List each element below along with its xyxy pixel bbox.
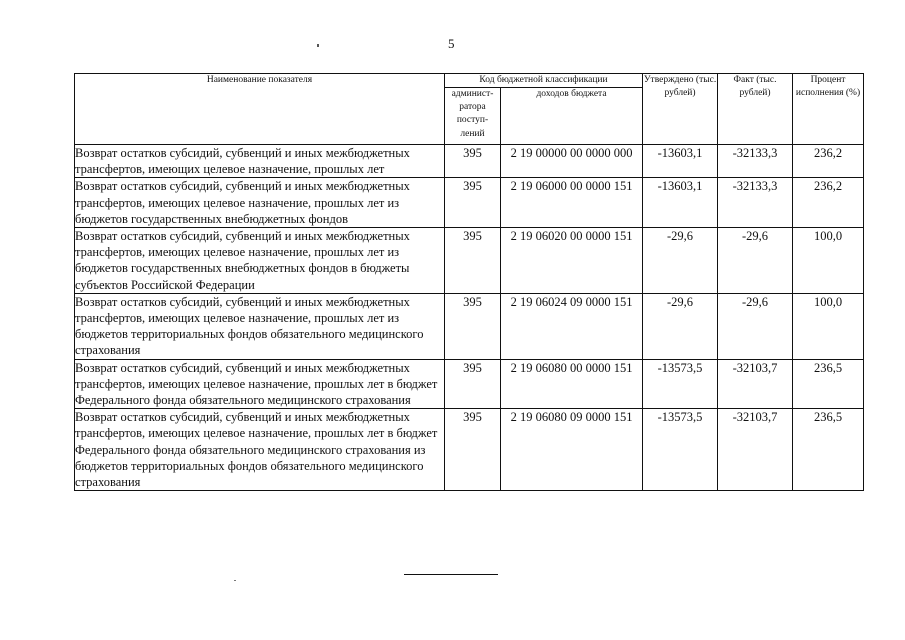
row-approved: -29,6: [643, 228, 718, 294]
row-code: 2 19 06024 09 0000 151: [501, 293, 643, 359]
header-code-group: Код бюджетной классификации: [445, 74, 643, 88]
row-actual: -29,6: [718, 293, 793, 359]
table-row: [75, 359, 864, 409]
row-percent: 236,5: [793, 409, 864, 491]
row-approved: -13603,1: [643, 178, 718, 228]
row-actual: -32133,3: [718, 145, 793, 178]
row-actual: -32133,3: [718, 178, 793, 228]
table-row: [75, 293, 864, 359]
row-admin: 395: [445, 228, 501, 294]
row-name: Возврат остатков субсидий, субвенций и иных межбюджетных трансфертов, имеющих целевое назначение, прошлых лет в бюджет Федерального фонда обязательного медицинского страхования из бюджетов территориальных фондов обязательного медицинского страхования: [75, 409, 445, 491]
row-approved: -13573,5: [643, 359, 718, 409]
row-percent: 236,5: [793, 359, 864, 409]
table-row: [75, 178, 864, 228]
row-percent: 100,0: [793, 228, 864, 294]
row-admin: 395: [445, 145, 501, 178]
scan-speck: [234, 580, 236, 581]
row-admin: 395: [445, 409, 501, 491]
row-name: Возврат остатков субсидий, субвенций и иных межбюджетных трансфертов, имеющих целевое назначение, прошлых лет из бюджетов территориальных фондов обязательного медицинского страхования: [75, 293, 445, 359]
row-code: 2 19 00000 00 0000 000: [501, 145, 643, 178]
row-code: 2 19 06080 09 0000 151: [501, 409, 643, 491]
row-percent: 236,2: [793, 145, 864, 178]
table-row: [75, 409, 864, 491]
row-actual: -32103,7: [718, 359, 793, 409]
row-code: 2 19 06080 00 0000 151: [501, 359, 643, 409]
header-revenue: доходов бюджета: [501, 88, 643, 145]
table-header-row: [75, 74, 864, 88]
row-approved: -13573,5: [643, 409, 718, 491]
header-name: Наименование показателя: [75, 74, 445, 145]
budget-table: [74, 73, 864, 491]
row-name: Возврат остатков субсидий, субвенций и иных межбюджетных трансфертов, имеющих целевое назначение, прошлых лет из бюджетов государственных внебюджетных фондов: [75, 178, 445, 228]
row-actual: -29,6: [718, 228, 793, 294]
row-admin: 395: [445, 293, 501, 359]
footer-divider: [404, 574, 498, 575]
row-actual: -32103,7: [718, 409, 793, 491]
header-approved: Утверждено (тыс. рублей): [643, 74, 718, 145]
row-name: Возврат остатков субсидий, субвенций и иных межбюджетных трансфертов, имеющих целевое назначение, прошлых лет в бюджет Федерального фонда обязательного медицинского страхования: [75, 359, 445, 409]
row-code: 2 19 06000 00 0000 151: [501, 178, 643, 228]
row-name: Возврат остатков субсидий, субвенций и иных межбюджетных трансфертов, имеющих целевое назначение, прошлых лет: [75, 145, 445, 178]
header-percent: Процент исполнения (%): [793, 74, 864, 145]
row-admin: 395: [445, 178, 501, 228]
row-code: 2 19 06020 00 0000 151: [501, 228, 643, 294]
row-percent: 236,2: [793, 178, 864, 228]
header-admin: админист-ратора поступ-лений: [445, 88, 501, 145]
row-approved: -13603,1: [643, 145, 718, 178]
page-number: 5: [448, 36, 455, 51]
row-approved: -29,6: [643, 293, 718, 359]
row-name: Возврат остатков субсидий, субвенций и иных межбюджетных трансфертов, имеющих целевое назначение, прошлых лет из бюджетов государственных внебюджетных фондов в бюджеты субъектов Российской Федерации: [75, 228, 445, 294]
table-row: [75, 228, 864, 294]
row-admin: 395: [445, 359, 501, 409]
header-actual: Факт (тыс. рублей): [718, 74, 793, 145]
row-percent: 100,0: [793, 293, 864, 359]
scan-speck: [317, 44, 319, 47]
table-row: [75, 145, 864, 178]
